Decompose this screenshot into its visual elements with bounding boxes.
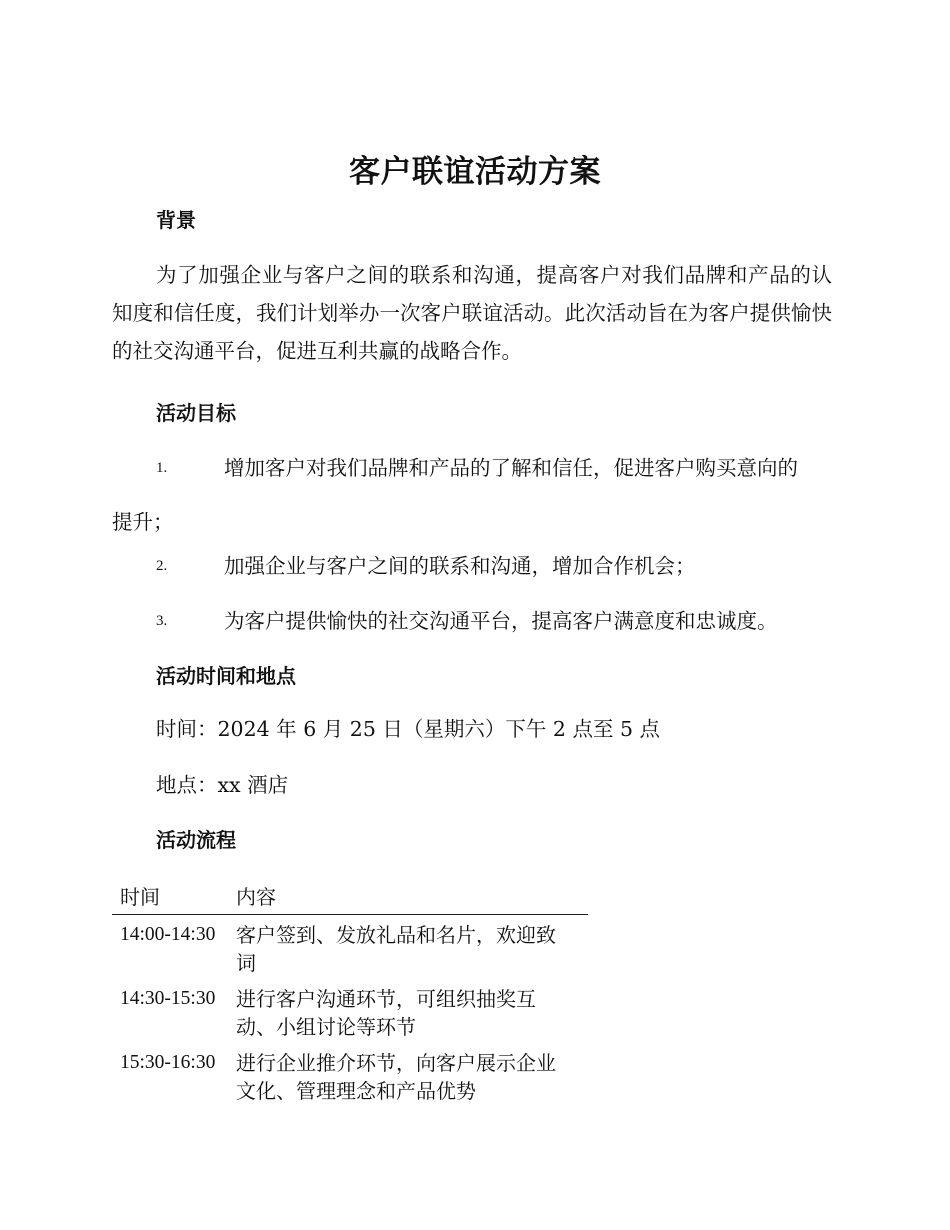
schedule-table bbox=[112, 880, 588, 1107]
goal-item-3 bbox=[112, 594, 832, 648]
goal-text-continued: 提升； bbox=[112, 510, 174, 534]
row-time: 14:00-14:30 bbox=[120, 924, 216, 945]
goal-text: 增加客户对我们品牌和产品的了解和信任，促进客户购买意向的 bbox=[224, 456, 798, 480]
table-row bbox=[112, 1043, 588, 1107]
goal-number: 1. bbox=[156, 460, 168, 476]
section-heading-background: 背景 bbox=[156, 208, 196, 232]
event-place: 地点：xx 酒店 bbox=[156, 773, 289, 797]
section-heading-time-place: 活动时间和地点 bbox=[156, 664, 296, 688]
goal-text: 为客户提供愉快的社交沟通平台，提高客户满意度和忠诚度。 bbox=[224, 609, 778, 633]
row-content: 客户签到、发放礼品和名片，欢迎致词 bbox=[236, 923, 556, 975]
goal-number: 3. bbox=[156, 613, 168, 629]
goal-text: 加强企业与客户之间的联系和沟通，增加合作机会； bbox=[224, 554, 696, 578]
goal-item-2 bbox=[112, 539, 832, 593]
goal-item-1 bbox=[112, 441, 832, 549]
background-paragraph: 为了加强企业与客户之间的联系和沟通，提高客户对我们品牌和产品的认知度和信任度，我们计划举办一次客户联谊活动。此次活动旨在为客户提供愉快的社交沟通平台，促进互利共赢的战略合作。 bbox=[112, 263, 832, 363]
table-row bbox=[112, 915, 588, 980]
table-row bbox=[112, 979, 588, 1043]
section-heading-flow: 活动流程 bbox=[156, 828, 236, 852]
row-content: 进行客户沟通环节，可组织抽奖互动、小组讨论等环节 bbox=[236, 987, 536, 1039]
row-time: 15:30-16:30 bbox=[120, 1052, 216, 1073]
row-time: 14:30-15:30 bbox=[120, 988, 216, 1009]
column-header-time: 时间 bbox=[112, 880, 228, 915]
event-time: 时间：2024 年 6 月 25 日（星期六）下午 2 点至 5 点 bbox=[156, 717, 661, 741]
goal-number: 2. bbox=[156, 558, 168, 574]
document-title: 客户联谊活动方案 bbox=[349, 154, 601, 190]
row-content: 进行企业推介环节，向客户展示企业文化、管理理念和产品优势 bbox=[236, 1051, 556, 1103]
schedule-header-row bbox=[112, 880, 588, 915]
section-heading-goals: 活动目标 bbox=[156, 401, 236, 425]
column-header-content: 内容 bbox=[228, 880, 588, 915]
